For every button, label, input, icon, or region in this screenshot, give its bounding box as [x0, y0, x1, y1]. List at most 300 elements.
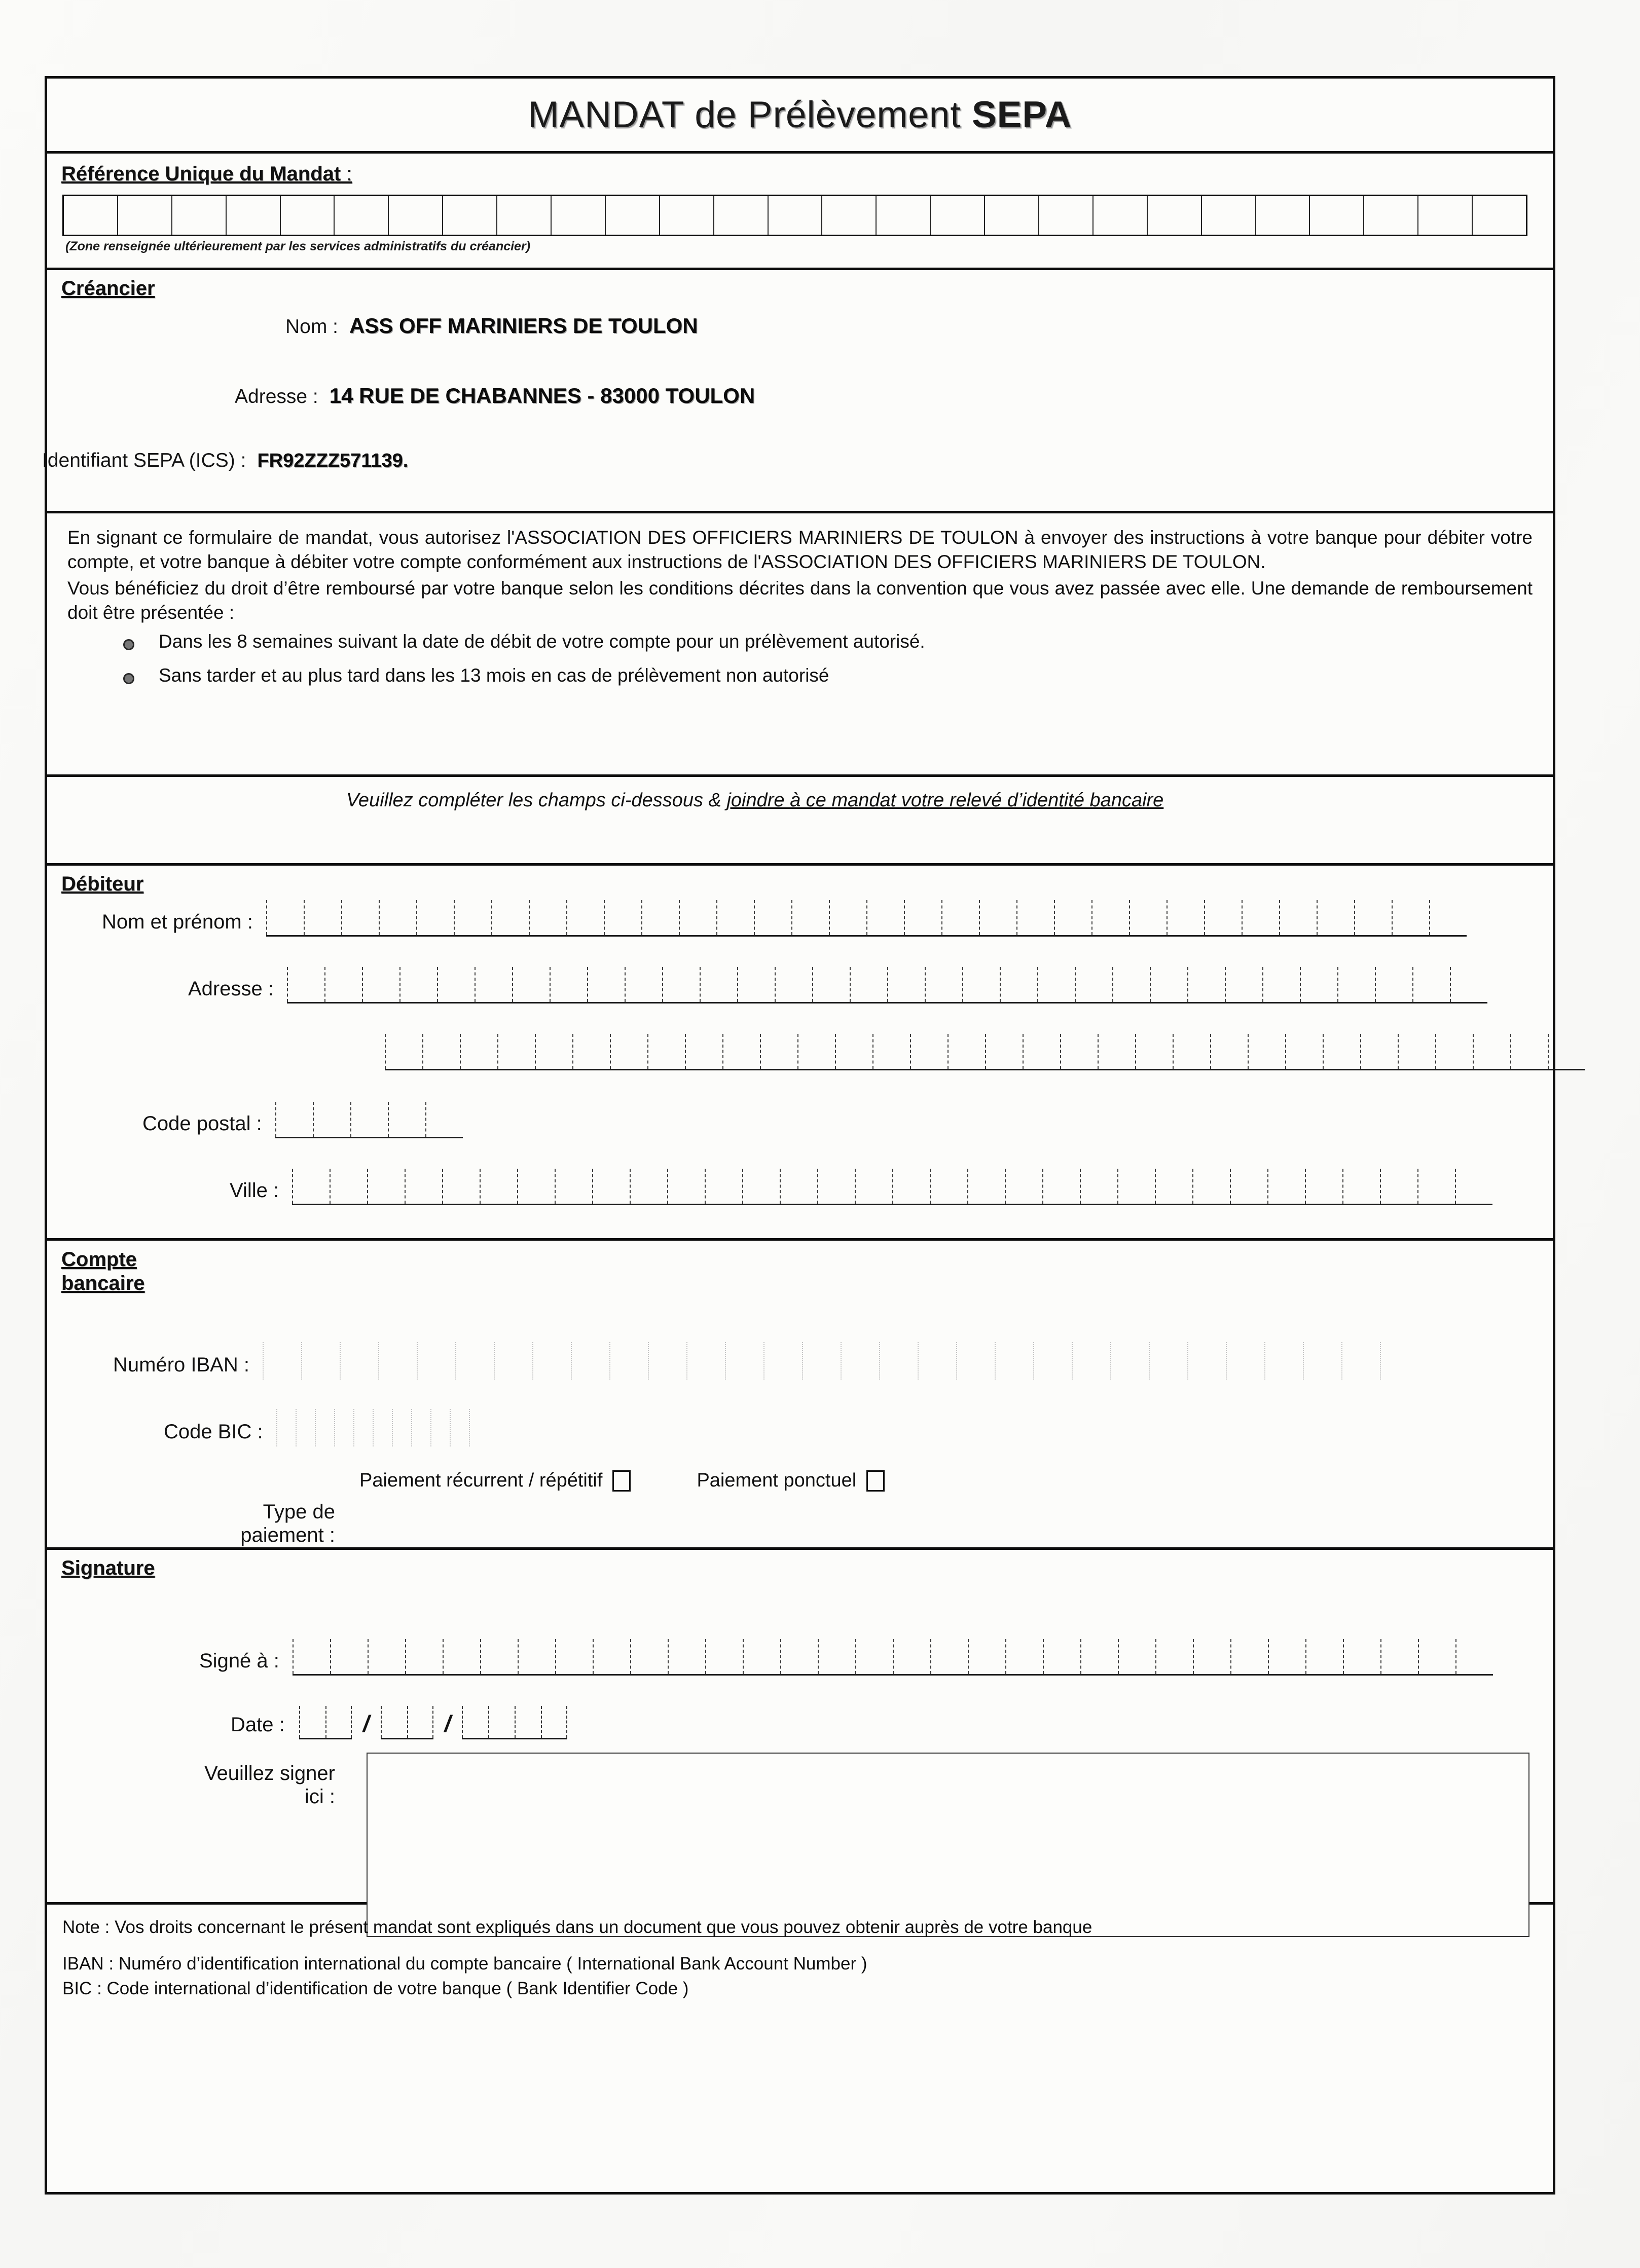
bic-input[interactable] [276, 1409, 488, 1446]
comb-cell[interactable] [1392, 900, 1429, 935]
comb-cell[interactable] [1510, 1034, 1548, 1069]
comb-cell[interactable] [1167, 900, 1204, 935]
comb-cell[interactable] [1450, 967, 1487, 1002]
comb-cell[interactable] [1380, 1342, 1418, 1380]
comb-cell[interactable] [609, 1342, 648, 1380]
comb-cell[interactable] [407, 1706, 433, 1738]
comb-cell[interactable] [550, 967, 587, 1002]
comb-cell[interactable] [941, 900, 979, 935]
comb-cell[interactable] [566, 900, 604, 935]
comb-cell[interactable] [1210, 1034, 1248, 1069]
date-month-input[interactable] [381, 1706, 433, 1739]
comb-cell[interactable] [1337, 967, 1375, 1002]
comb-cell[interactable] [956, 1342, 995, 1380]
comb-cell[interactable] [1155, 1639, 1193, 1674]
rum-label-text: Référence Unique du Mandat [61, 163, 341, 185]
comb-cell[interactable] [705, 1169, 742, 1204]
comb-cell[interactable] [263, 1342, 301, 1380]
comb-cell[interactable] [1117, 1169, 1155, 1204]
comb-cell[interactable] [455, 1342, 494, 1380]
comb-cell[interactable] [532, 1342, 571, 1380]
date-label: Date : [231, 1714, 285, 1736]
comb-cell[interactable] [780, 1639, 818, 1674]
signature-band [47, 1550, 1553, 1905]
comb-cell[interactable] [925, 967, 962, 1002]
comb-cell[interactable] [604, 900, 641, 935]
comb-cell[interactable] [802, 1342, 841, 1380]
comb-cell[interactable] [1548, 1034, 1585, 1069]
comb-cell[interactable] [797, 1034, 835, 1069]
comb-cell[interactable] [662, 967, 700, 1002]
comb-cell[interactable] [1016, 900, 1054, 935]
comb-cell[interactable] [1149, 1342, 1187, 1380]
comb-cell[interactable] [1204, 900, 1242, 935]
signed-at-row [199, 1639, 1493, 1676]
comb-cell[interactable] [430, 1409, 450, 1446]
comb-cell[interactable] [968, 1639, 1005, 1674]
comb-cell[interactable] [855, 1639, 893, 1674]
comb-cell[interactable] [714, 196, 769, 235]
payment-type-label [132, 1500, 335, 1547]
comb-cell[interactable] [930, 1639, 968, 1674]
comb-cell[interactable] [931, 196, 985, 235]
comb-cell[interactable] [1129, 900, 1167, 935]
rum-caption: (Zone renseignée ultérieurement par les services administratifs du créancier) [65, 239, 531, 253]
debtor-address-input-2[interactable] [385, 1034, 1585, 1070]
comb-cell[interactable] [1264, 1342, 1303, 1380]
comb-cell[interactable] [995, 1342, 1033, 1380]
comb-cell[interactable] [887, 967, 925, 1002]
iban-label: Numéro IBAN : [113, 1354, 249, 1376]
debtor-fullname-input[interactable] [266, 900, 1467, 937]
comb-cell[interactable] [1305, 1169, 1342, 1204]
comb-cell[interactable] [930, 1169, 967, 1204]
comb-cell[interactable] [292, 1169, 330, 1204]
comb-cell[interactable] [555, 1639, 593, 1674]
comb-cell[interactable] [555, 1169, 592, 1204]
comb-cell[interactable] [1193, 1639, 1230, 1674]
comb-cell[interactable] [491, 900, 529, 935]
comb-cell[interactable] [1230, 1639, 1268, 1674]
payment-option-ponctuel[interactable] [697, 1470, 885, 1492]
comb-cell[interactable] [1000, 967, 1037, 1002]
page-title-bold: SEPA [971, 94, 1072, 135]
comb-cell[interactable] [1429, 900, 1467, 935]
comb-cell[interactable] [388, 1102, 425, 1137]
comb-cell[interactable] [367, 1169, 405, 1204]
comb-cell[interactable] [1242, 900, 1279, 935]
comb-cell[interactable] [276, 1409, 296, 1446]
comb-cell[interactable] [362, 967, 399, 1002]
comb-cell[interactable] [299, 1706, 325, 1738]
comb-cell[interactable] [497, 196, 552, 235]
bank-account-heading-line1: Compte [61, 1248, 137, 1271]
comb-cell[interactable] [743, 1639, 780, 1674]
comb-cell[interactable] [647, 1034, 685, 1069]
comb-cell[interactable] [442, 1169, 480, 1204]
comb-cell[interactable] [742, 1169, 780, 1204]
comb-cell[interactable] [737, 967, 775, 1002]
comb-cell[interactable] [1380, 1169, 1417, 1204]
comb-cell[interactable] [1417, 1169, 1455, 1204]
comb-cell[interactable] [529, 900, 566, 935]
comb-cell[interactable] [1060, 1034, 1098, 1069]
comb-cell[interactable] [172, 196, 227, 235]
comb-cell[interactable] [330, 1169, 367, 1204]
comb-cell[interactable] [450, 1409, 469, 1446]
comb-cell[interactable] [460, 1034, 497, 1069]
comb-cell[interactable] [1005, 1639, 1043, 1674]
comb-cell[interactable] [1267, 1169, 1305, 1204]
comb-cell[interactable] [405, 1639, 443, 1674]
comb-cell[interactable] [606, 196, 660, 235]
payment-type-options [359, 1470, 885, 1492]
checkbox-recurrent[interactable] [612, 1470, 631, 1492]
comb-cell[interactable] [497, 1034, 535, 1069]
payment-type-label-line2: paiement : [240, 1524, 335, 1547]
comb-cell[interactable] [389, 196, 443, 235]
comb-cell[interactable] [892, 1169, 930, 1204]
comb-cell[interactable] [1364, 196, 1418, 235]
comb-cell[interactable] [1455, 1639, 1493, 1674]
comb-cell[interactable] [893, 1639, 930, 1674]
page-title-plain: MANDAT de Prélèvement [528, 94, 972, 135]
comb-cell[interactable] [1305, 1639, 1343, 1674]
comb-cell[interactable] [879, 1342, 918, 1380]
iban-input[interactable] [263, 1342, 1418, 1380]
comb-cell[interactable] [1360, 1034, 1398, 1069]
footer-note-line-1: Note : Vos droits concernant le présent mandat sont expliqués dans un document que vous pouvez obtenir auprès de votre banque [62, 1917, 1092, 1937]
comb-cell[interactable] [571, 1342, 609, 1380]
creditor-ics-value: FR92ZZZ571139. [257, 450, 409, 471]
comb-cell[interactable] [904, 900, 941, 935]
comb-cell[interactable] [296, 1409, 315, 1446]
comb-cell[interactable] [855, 1169, 892, 1204]
comb-cell[interactable] [480, 1169, 517, 1204]
comb-cell[interactable] [340, 1342, 378, 1380]
comb-cell[interactable] [1303, 1342, 1341, 1380]
comb-cell[interactable] [1039, 196, 1094, 235]
legal-authorization-band [47, 513, 1553, 777]
instruction-band [47, 777, 1553, 866]
comb-cell[interactable] [469, 1409, 488, 1446]
comb-cell[interactable] [1148, 196, 1202, 235]
comb-cell[interactable] [754, 900, 791, 935]
comb-cell[interactable] [64, 196, 118, 235]
comb-cell[interactable] [517, 1169, 555, 1204]
sepa-mandate-form [42, 76, 1555, 2195]
comb-cell[interactable] [967, 1169, 1005, 1204]
comb-cell[interactable] [1075, 967, 1112, 1002]
comb-cell[interactable] [334, 1409, 353, 1446]
comb-cell[interactable] [480, 1639, 518, 1674]
comb-cell[interactable] [985, 196, 1039, 235]
signed-at-label: Signé à : [199, 1650, 279, 1672]
legal-paragraph-2: Vous bénéficiez du droit d’être remboursé par votre banque selon les conditions décrites dans la convention que vous avez passée avec elle. Une demande de remboursement doit être présentée : [67, 578, 1533, 623]
footer-note-line-3: BIC : Code international d’identification de votre banque ( Bank Identifier Code ) [62, 1979, 689, 1998]
sign-here-label-line2: ici : [305, 1786, 335, 1808]
comb-cell[interactable] [552, 196, 606, 235]
footer-note-line-2: IBAN : Numéro d’identification international du compte bancaire ( International Bank Account Number ) [62, 1953, 867, 1974]
debtor-postalcode-row [142, 1102, 463, 1138]
comb-cell[interactable] [1072, 1342, 1110, 1380]
comb-cell[interactable] [1042, 1169, 1080, 1204]
comb-cell[interactable] [1473, 1034, 1510, 1069]
comb-cell[interactable] [667, 1169, 705, 1204]
date-year-input[interactable] [462, 1706, 567, 1739]
comb-cell[interactable] [1230, 1169, 1267, 1204]
comb-cell[interactable] [625, 967, 662, 1002]
comb-cell[interactable] [877, 196, 931, 235]
creditor-name-row [285, 314, 698, 338]
comb-cell[interactable] [1098, 1034, 1135, 1069]
comb-cell[interactable] [1023, 1034, 1060, 1069]
comb-cell[interactable] [1054, 900, 1091, 935]
comb-cell[interactable] [679, 900, 716, 935]
comb-cell[interactable] [1412, 967, 1450, 1002]
comb-cell[interactable] [1155, 1169, 1192, 1204]
comb-cell[interactable] [1256, 196, 1310, 235]
comb-cell[interactable] [1317, 900, 1354, 935]
legal-bullet-item: Dans les 8 semaines suivant la date de débit de votre compte pour un prélèvement autorisé. [123, 630, 1533, 653]
comb-cell[interactable] [769, 196, 823, 235]
comb-cell[interactable] [1110, 1342, 1149, 1380]
comb-cell[interactable] [518, 1639, 555, 1674]
date-separator-2: / [444, 1711, 451, 1737]
comb-cell[interactable] [1005, 1169, 1042, 1204]
legal-bullet-list [67, 630, 1533, 687]
comb-cell[interactable] [266, 900, 304, 935]
creditor-address-label: Adresse : [235, 386, 318, 407]
creditor-band [42, 270, 1553, 513]
comb-cell[interactable] [494, 1342, 532, 1380]
rum-label-colon: : [341, 163, 352, 185]
comb-cell[interactable] [1080, 1639, 1118, 1674]
comb-cell[interactable] [379, 900, 416, 935]
comb-cell[interactable] [705, 1639, 743, 1674]
comb-cell[interactable] [1173, 1034, 1210, 1069]
comb-cell[interactable] [1135, 1034, 1173, 1069]
comb-cell[interactable] [1226, 1342, 1264, 1380]
comb-cell[interactable] [350, 1102, 388, 1137]
comb-cell[interactable] [763, 1342, 802, 1380]
comb-cell[interactable] [1262, 967, 1300, 1002]
comb-cell[interactable] [1473, 196, 1526, 235]
comb-cell[interactable] [918, 1342, 956, 1380]
creditor-heading: Créancier [61, 277, 155, 300]
rum-input-comb[interactable] [62, 195, 1527, 236]
comb-cell[interactable] [275, 1102, 313, 1137]
comb-cell[interactable] [462, 1706, 488, 1738]
comb-cell[interactable] [1435, 1034, 1473, 1069]
comb-cell[interactable] [1033, 1342, 1072, 1380]
comb-cell[interactable] [1285, 1034, 1323, 1069]
comb-cell[interactable] [301, 1342, 340, 1380]
checkbox-ponctuel[interactable] [866, 1470, 885, 1492]
comb-cell[interactable] [630, 1639, 668, 1674]
comb-cell[interactable] [1112, 967, 1150, 1002]
comb-cell[interactable] [381, 1706, 407, 1738]
comb-cell[interactable] [716, 900, 754, 935]
comb-cell[interactable] [841, 1342, 879, 1380]
comb-cell[interactable] [227, 196, 281, 235]
comb-cell[interactable] [1310, 196, 1364, 235]
creditor-ics-label: Identifiant SEPA (ICS) : [42, 450, 246, 471]
comb-cell[interactable] [822, 196, 877, 235]
comb-cell[interactable] [760, 1034, 797, 1069]
signed-at-input[interactable] [293, 1639, 1493, 1676]
comb-cell[interactable] [872, 1034, 910, 1069]
comb-cell[interactable] [1225, 967, 1262, 1002]
debtor-city-label: Ville : [230, 1179, 279, 1202]
comb-cell[interactable] [304, 900, 341, 935]
comb-cell[interactable] [443, 196, 497, 235]
comb-cell[interactable] [1091, 900, 1129, 935]
comb-cell[interactable] [118, 196, 172, 235]
comb-cell[interactable] [1354, 900, 1392, 935]
comb-cell[interactable] [443, 1639, 480, 1674]
comb-cell[interactable] [1375, 967, 1412, 1002]
comb-cell[interactable] [685, 1034, 722, 1069]
comb-cell[interactable] [515, 1706, 541, 1738]
comb-cell[interactable] [630, 1169, 667, 1204]
comb-cell[interactable] [660, 196, 714, 235]
debtor-postalcode-label: Code postal : [142, 1112, 262, 1135]
comb-cell[interactable] [1398, 1034, 1435, 1069]
comb-cell[interactable] [422, 1034, 460, 1069]
payment-option-recurrent[interactable] [359, 1470, 631, 1492]
comb-cell[interactable] [1043, 1639, 1080, 1674]
comb-cell[interactable] [368, 1639, 405, 1674]
comb-cell[interactable] [1248, 1034, 1285, 1069]
comb-cell[interactable] [979, 900, 1016, 935]
comb-cell[interactable] [1094, 196, 1148, 235]
comb-cell[interactable] [416, 900, 454, 935]
comb-cell[interactable] [829, 900, 866, 935]
comb-cell[interactable] [700, 967, 737, 1002]
comb-cell[interactable] [1037, 967, 1075, 1002]
comb-cell[interactable] [962, 967, 1000, 1002]
comb-cell[interactable] [437, 967, 475, 1002]
comb-cell[interactable] [817, 1169, 855, 1204]
comb-cell[interactable] [1380, 1639, 1418, 1674]
comb-cell[interactable] [1323, 1034, 1360, 1069]
comb-cell[interactable] [648, 1342, 686, 1380]
comb-cell[interactable] [454, 900, 491, 935]
comb-cell[interactable] [399, 967, 437, 1002]
comb-cell[interactable] [324, 967, 362, 1002]
debtor-address-input-1[interactable] [287, 967, 1487, 1003]
comb-cell[interactable] [592, 1169, 630, 1204]
comb-cell[interactable] [1187, 967, 1225, 1002]
comb-cell[interactable] [1268, 1639, 1305, 1674]
comb-cell[interactable] [1341, 1342, 1380, 1380]
comb-cell[interactable] [325, 1706, 352, 1738]
comb-cell[interactable] [1118, 1639, 1155, 1674]
comb-cell[interactable] [385, 1034, 422, 1069]
page-title [528, 94, 1072, 136]
debtor-city-input[interactable] [292, 1169, 1492, 1205]
comb-cell[interactable] [1080, 1169, 1117, 1204]
comb-cell[interactable] [535, 1034, 572, 1069]
comb-cell[interactable] [378, 1342, 417, 1380]
comb-cell[interactable] [373, 1409, 392, 1446]
comb-cell[interactable] [791, 900, 829, 935]
comb-cell[interactable] [1187, 1342, 1226, 1380]
comb-cell[interactable] [1279, 900, 1317, 935]
comb-cell[interactable] [1150, 967, 1187, 1002]
comb-cell[interactable] [287, 967, 324, 1002]
signature-heading: Signature [61, 1557, 155, 1579]
comb-cell[interactable] [947, 1034, 985, 1069]
comb-cell[interactable] [1202, 196, 1256, 235]
comb-cell[interactable] [641, 900, 679, 935]
comb-cell[interactable] [1342, 1169, 1380, 1204]
comb-cell[interactable] [910, 1034, 947, 1069]
comb-cell[interactable] [593, 1639, 630, 1674]
comb-cell[interactable] [1455, 1169, 1492, 1204]
comb-cell[interactable] [722, 1034, 760, 1069]
comb-cell[interactable] [1192, 1169, 1230, 1204]
comb-cell[interactable] [835, 1034, 872, 1069]
comb-cell[interactable] [541, 1706, 567, 1738]
comb-cell[interactable] [1418, 196, 1473, 235]
comb-cell[interactable] [341, 900, 379, 935]
debtor-postalcode-input[interactable] [275, 1102, 463, 1138]
comb-cell[interactable] [315, 1409, 334, 1446]
legal-paragraph-1: En signant ce formulaire de mandat, vous autorisez l'ASSOCIATION DES OFFICIERS MARINIERS DE TOULON à envoyer des instructions à votre banque pour débiter votre compte, et votre banque à débiter votre compte conformément aux instructions de l'ASSOCIATION DES OFFICIERS MARINIERS DE TOULON. [67, 527, 1533, 573]
date-day-input[interactable] [299, 1706, 352, 1739]
debtor-band [47, 866, 1553, 1241]
comb-cell[interactable] [668, 1639, 705, 1674]
comb-cell[interactable] [850, 967, 887, 1002]
creditor-name-value: ASS OFF MARINIERS DE TOULON [349, 314, 698, 338]
comb-cell[interactable] [985, 1034, 1023, 1069]
comb-cell[interactable] [1343, 1639, 1380, 1674]
comb-cell[interactable] [1418, 1639, 1455, 1674]
comb-cell[interactable] [812, 967, 850, 1002]
bic-label: Code BIC : [164, 1421, 263, 1443]
comb-cell[interactable] [725, 1342, 763, 1380]
payment-option-ponctuel-label: Paiement ponctuel [697, 1470, 857, 1491]
comb-cell[interactable] [610, 1034, 647, 1069]
comb-cell[interactable] [775, 967, 812, 1002]
comb-cell[interactable] [1300, 967, 1337, 1002]
payment-option-recurrent-label: Paiement récurrent / répétitif [359, 1470, 603, 1491]
comb-cell[interactable] [353, 1409, 373, 1446]
comb-cell[interactable] [587, 967, 625, 1002]
comb-cell[interactable] [281, 196, 335, 235]
comb-cell[interactable] [780, 1169, 817, 1204]
comb-cell[interactable] [475, 967, 512, 1002]
comb-cell[interactable] [405, 1169, 442, 1204]
comb-cell[interactable] [417, 1342, 455, 1380]
sign-here-label [102, 1762, 335, 1809]
comb-cell[interactable] [866, 900, 904, 935]
comb-cell[interactable] [313, 1102, 350, 1137]
comb-cell[interactable] [293, 1639, 330, 1674]
comb-cell[interactable] [572, 1034, 610, 1069]
comb-cell[interactable] [512, 967, 550, 1002]
comb-cell[interactable] [411, 1409, 430, 1446]
comb-cell[interactable] [686, 1342, 725, 1380]
comb-cell[interactable] [330, 1639, 368, 1674]
comb-cell[interactable] [392, 1409, 411, 1446]
comb-cell[interactable] [488, 1706, 515, 1738]
comb-cell[interactable] [818, 1639, 855, 1674]
comb-cell[interactable] [335, 196, 389, 235]
comb-cell[interactable] [425, 1102, 463, 1137]
